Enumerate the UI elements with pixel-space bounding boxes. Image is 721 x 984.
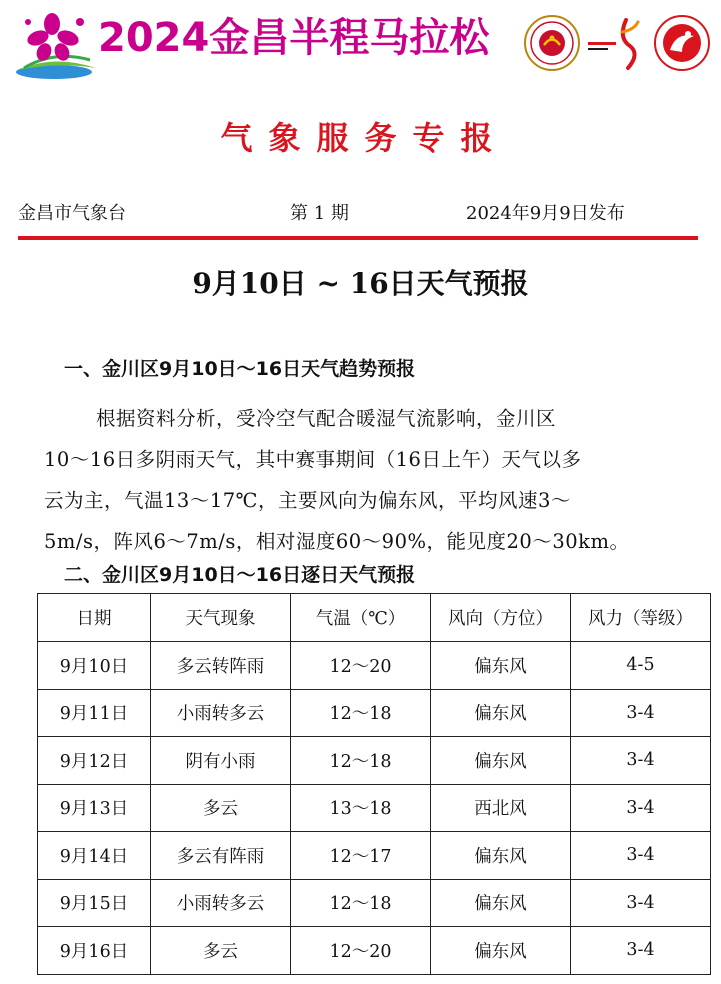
date-cell: 9月15日 <box>38 879 151 927</box>
date-cell: 9月10日 <box>38 642 151 690</box>
athletics-association-emblem-icon <box>525 16 579 70</box>
wind-direction-cell: 偏东风 <box>431 927 571 975</box>
temperature-cell: 12～18 <box>291 879 431 927</box>
event-title: 2024金昌半程马拉松 <box>98 15 490 61</box>
wind-direction-cell: 偏东风 <box>431 642 571 690</box>
table-row <box>38 832 711 880</box>
wind-force-cell: 3-4 <box>571 927 711 975</box>
temperature-cell: 12～20 <box>291 927 431 975</box>
table-header-row <box>38 594 711 642</box>
publish-date: 2024年9月9日发布 <box>466 203 625 224</box>
table-row <box>38 642 711 690</box>
document-header <box>0 0 721 95</box>
forecast-title: 9月10日 ~ 16日天气预报 <box>192 267 529 300</box>
weather-cell: 小雨转多云 <box>151 689 291 737</box>
report-title: 气象服务专报 <box>220 119 509 157</box>
weather-cell: 小雨转多云 <box>151 879 291 927</box>
date-cell: 9月12日 <box>38 737 151 785</box>
weather-cell: 多云 <box>151 927 291 975</box>
wind-force-cell: 3-4 <box>571 689 711 737</box>
date-cell: 9月16日 <box>38 927 151 975</box>
wind-force-cell: 3-4 <box>571 832 711 880</box>
table-row <box>38 927 711 975</box>
date-cell: 9月11日 <box>38 689 151 737</box>
header-divider <box>18 236 698 240</box>
temperature-cell: 12～18 <box>291 737 431 785</box>
wind-force-cell: 3-4 <box>571 784 711 832</box>
column-header-date: 日期 <box>38 594 151 642</box>
temperature-cell: 12～18 <box>291 689 431 737</box>
wind-direction-cell: 偏东风 <box>431 689 571 737</box>
column-header-temperature: 气温（℃） <box>291 594 431 642</box>
china-marathon-logo-icon <box>588 20 638 68</box>
table-row <box>38 689 711 737</box>
paragraph-line: 5m/s，阵风6～7m/s，相对湿度60～90%，能见度20～30km。 <box>44 530 630 553</box>
column-header-wind-direction: 风向（方位） <box>431 594 571 642</box>
table-row <box>38 879 711 927</box>
issue-number: 第 1 期 <box>290 203 349 224</box>
section2-heading: 二、金川区9月10日～16日逐日天气预报 <box>64 564 416 586</box>
temperature-cell: 13～18 <box>291 784 431 832</box>
table-row <box>38 737 711 785</box>
temperature-cell: 12～17 <box>291 832 431 880</box>
wind-direction-cell: 偏东风 <box>431 737 571 785</box>
wind-direction-cell: 西北风 <box>431 784 571 832</box>
weather-cell: 多云 <box>151 784 291 832</box>
weather-cell: 多云有阵雨 <box>151 832 291 880</box>
report-meta <box>18 200 698 228</box>
date-cell: 9月13日 <box>38 784 151 832</box>
wind-force-cell: 3-4 <box>571 879 711 927</box>
paragraph-line: 云为主，气温13～17℃，主要风向为偏东风，平均风速3～ <box>44 489 571 512</box>
weather-cell: 多云转阵雨 <box>151 642 291 690</box>
wind-direction-cell: 偏东风 <box>431 832 571 880</box>
section1-heading: 一、金川区9月10日～16日天气趋势预报 <box>64 358 416 380</box>
emblem-group <box>522 12 712 74</box>
table-row <box>38 784 711 832</box>
daily-forecast-table <box>37 593 711 975</box>
wind-force-cell: 4-5 <box>571 642 711 690</box>
column-header-weather: 天气现象 <box>151 594 291 642</box>
paragraph-line: 10～16日多阴雨天气，其中赛事期间（16日上午）天气以多 <box>44 448 582 471</box>
wind-direction-cell: 偏东风 <box>431 879 571 927</box>
date-cell: 9月14日 <box>38 832 151 880</box>
temperature-cell: 12～20 <box>291 642 431 690</box>
jinchang-marathon-emblem-icon <box>655 16 709 70</box>
paragraph-line: 根据资料分析，受冷空气配合暖湿气流影响，金川区 <box>96 407 557 430</box>
column-header-wind-force: 风力（等级） <box>571 594 711 642</box>
issuing-organization: 金昌市气象台 <box>18 203 126 224</box>
wind-force-cell: 3-4 <box>571 737 711 785</box>
flower-logo-icon <box>14 10 100 82</box>
weather-cell: 阴有小雨 <box>151 737 291 785</box>
trend-paragraph <box>44 398 684 562</box>
